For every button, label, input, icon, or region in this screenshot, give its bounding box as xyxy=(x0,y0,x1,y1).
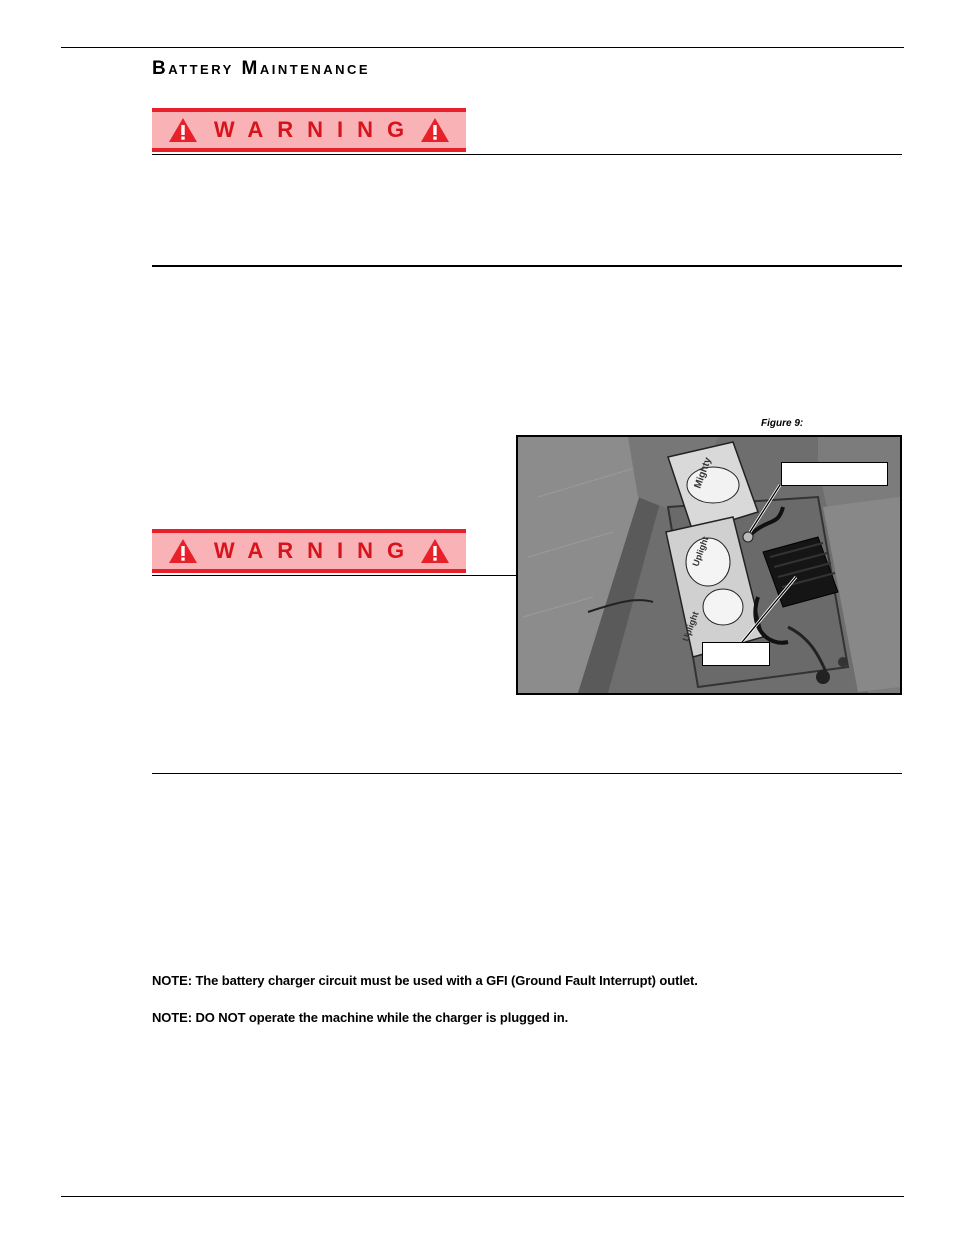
figure-callout-batteries xyxy=(781,462,888,486)
warning-icon xyxy=(168,538,198,564)
note-do-not-operate xyxy=(152,1010,568,1025)
warning-box-bottom-rule xyxy=(152,773,902,774)
note-text: DO NOT operate the machine while the charger is plugged in. xyxy=(191,1010,569,1025)
warning-banner xyxy=(152,529,466,573)
note-text: The battery charger circuit must be used with a GFI (Ground Fault Interrupt) outlet. xyxy=(191,973,698,988)
section-title: Battery Maintenance xyxy=(152,58,371,79)
battery-brand-text: Uplight xyxy=(690,535,711,568)
warning-icon xyxy=(168,117,198,143)
footer-rule xyxy=(61,1196,904,1197)
warning-icon xyxy=(420,117,450,143)
warning-banner xyxy=(152,108,466,152)
warning-box-bottom-rule xyxy=(152,265,902,267)
battery-brand-text: Mighty xyxy=(692,455,714,491)
note-gfi xyxy=(152,973,698,988)
figure-callout-charger xyxy=(702,642,770,666)
warning-box-top-rule xyxy=(152,154,902,155)
battery-compartment-photo xyxy=(516,435,902,695)
header-rule xyxy=(61,47,904,48)
warning-icon xyxy=(420,538,450,564)
figure-caption: Figure 9: xyxy=(761,418,804,429)
warning-label: WARNING xyxy=(213,538,419,563)
note-prefix: NOTE: xyxy=(152,973,192,988)
battery-brand-text: Uplight xyxy=(680,610,701,643)
warning-label: WARNING xyxy=(213,117,419,142)
note-prefix: NOTE: xyxy=(152,1010,192,1025)
warning-box-top-rule xyxy=(152,575,516,576)
